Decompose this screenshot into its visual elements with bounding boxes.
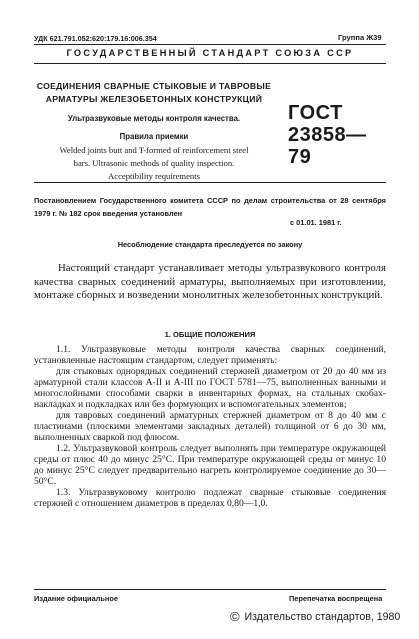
paragraph-1-2: 1.2. Ультразвуковой контроль следует выполнять при температуре окружающей среды от плюс 40 до минус 25°С. При температуре окружающей среды от минус 10 до минус 25°С следует предварительно нагреть контролируемое соединение до 30—50°С.	[34, 443, 386, 487]
title-line-1: СОЕДИНЕНИЯ СВАРНЫЕ СТЫКОВЫЕ И ТАВРОВЫЕ	[36, 81, 272, 91]
group-code: Группа Ж39	[338, 33, 382, 42]
subtitle-line-1: Ультразвуковые методы контроля качества.	[67, 114, 241, 123]
english-title-line-1: Welded joints butt and T-formed of reinforcement steel	[59, 145, 249, 155]
english-title-line-2: bars. Ultrasonic methods of quality inspection.	[73, 158, 235, 168]
copyright-icon: ©	[230, 609, 240, 624]
effective-date: с 01.01. 1981 г.	[290, 218, 342, 227]
state-standard-banner: ГОСУДАРСТВЕННЫЙ СТАНДАРТ СОЮЗА ССР	[66, 48, 354, 58]
section-title: 1. ОБЩИЕ ПОЛОЖЕНИЯ	[164, 330, 256, 339]
copyright-text: Издательство стандартов, 1980	[244, 611, 401, 623]
legal-warning: Несоблюдение стандарта преследуется по закону	[117, 240, 303, 249]
gost-designation	[288, 102, 388, 168]
official-edition: Издание официальное	[34, 594, 119, 603]
top-rule	[34, 44, 386, 45]
udk-code: УДК 621.791.052:620:179.16:006.354	[34, 34, 157, 43]
paragraph-t-joints: для тавровых соединений арматурных стержней диаметром от 8 до 40 мм с пластинами (плоскими элементами закладных деталей) толщиной от 6 до 30 мм, выполненных сваркой под флюсом.	[34, 410, 386, 443]
banner-rule	[34, 63, 386, 64]
paragraph-1-3: 1.3. Ультразвуковому контролю подлежат сварные стыковые соединения стержней с отношением диаметров в пределах 0,80—1,0.	[34, 487, 386, 509]
english-title-line-3: Acceptibility requirements	[108, 171, 200, 181]
title-line-2: АРМАТУРЫ ЖЕЛЕЗОБЕТОННЫХ КОНСТРУКЦИЙ	[45, 94, 263, 104]
subtitle-line-2: Правила приемки	[119, 132, 189, 141]
gost-number: 23858—79	[288, 124, 367, 168]
decree-text: Постановлением Государственного комитета СССР по делам строительства от 28 сентября 1979 г. № 182 срок введения установлен	[34, 196, 386, 218]
copyright-line	[230, 609, 400, 624]
intro-paragraph: Настоящий стандарт устанавливает методы ультразвукового контроля качества сварных соединений арматуры, выполняемых при изготовлении, монтаже сборных и возведении монолитных железобетонных конструкций.	[34, 262, 386, 302]
reprint-notice: Перепечатка воспрещена	[289, 594, 383, 603]
paragraph-1-1: 1.1. Ультразвуковые методы контроля качества сварных соединений, установленные настоящим стандартом, следует применять:	[34, 344, 386, 366]
gost-label: ГОСТ	[288, 102, 343, 124]
paragraph-butt-joints: для стыковых однорядных соединений стержней диаметром от 20 до 40 мм из арматурной стали классов А-II и А-III по ГОСТ 5781—75, выполненных ванными и многослойными способами сварки в инвентарных формах, на стальных скобах-накладках и подкладках или без формующих и вспомогательных элементов;	[34, 366, 386, 410]
title-block	[34, 80, 274, 181]
section-body	[34, 344, 386, 509]
footer-rule	[34, 589, 386, 590]
title-rule	[34, 182, 386, 183]
